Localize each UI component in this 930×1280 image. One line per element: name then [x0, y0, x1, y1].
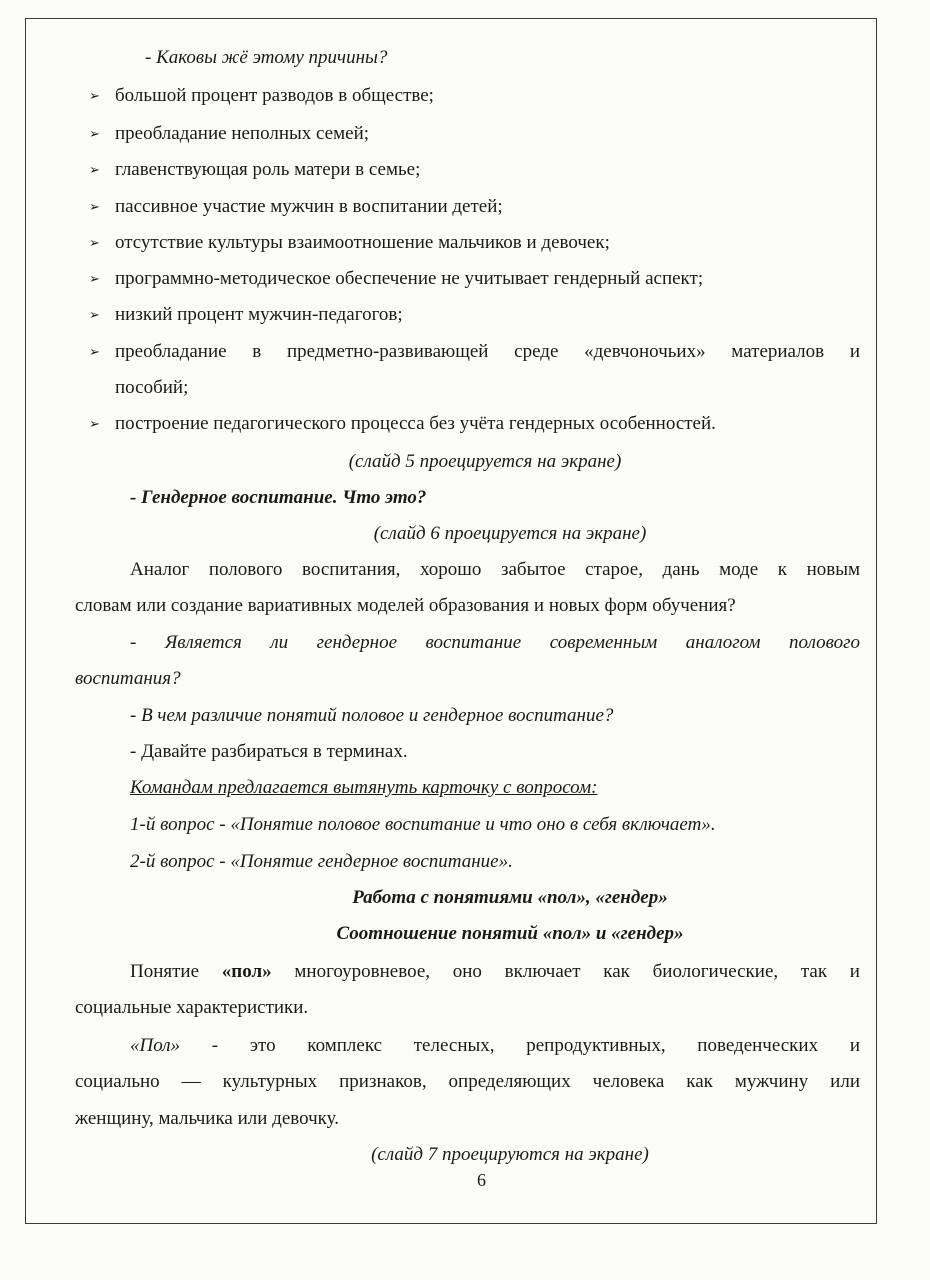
arrow-bullet-icon: ➢	[89, 200, 100, 215]
term-pol: «пол»	[221, 961, 272, 982]
slide-6-note: (слайд 6 проецируется на экране)	[373, 523, 647, 544]
term-pol-italic: «Пол»	[130, 1035, 181, 1056]
paragraph-line: словам или создание вариативных моделей образования и новых форм обучения?	[75, 595, 736, 616]
paragraph-line: социальные характеристики.	[75, 997, 309, 1018]
question-2: 2-й вопрос - «Понятие гендерное воспитание».	[130, 851, 513, 872]
arrow-bullet-icon: ➢	[89, 308, 100, 323]
definition-line: «Пол» - это комплекс телесных, репродуктивных, поведенческих и	[130, 1035, 860, 1056]
definition-line: социально — культурных признаков, определяющих человека как мужчину или	[75, 1071, 860, 1092]
arrow-bullet-icon: ➢	[89, 236, 100, 251]
arrow-bullet-icon: ➢	[89, 272, 100, 287]
work-heading: Работа с понятиями «пол», «гендер»	[352, 887, 668, 908]
question-line: - Является ли гендерное воспитание современным аналогом полового	[130, 632, 860, 653]
ratio-heading: Соотношение понятий «пол» и «гендер»	[336, 923, 684, 944]
task-instruction: Командам предлагается вытянуть карточку с вопросом:	[130, 777, 598, 798]
intro-question: - Каковы жё этому причины?	[145, 47, 388, 68]
paragraph-line: Аналог полового воспитания, хорошо забытое старое, дань моде к новым	[130, 559, 860, 580]
arrow-bullet-icon: ➢	[89, 163, 100, 178]
question-line: воспитания?	[75, 668, 181, 689]
page-number: 6	[477, 1170, 486, 1190]
paragraph-line: - Давайте разбираться в терминах.	[130, 741, 408, 762]
arrow-bullet-icon: ➢	[89, 345, 100, 360]
definition-line: женщину, мальчика или девочку.	[75, 1108, 339, 1129]
slide-7-note: (слайд 7 проецируются на экране)	[371, 1144, 649, 1165]
paragraph-line: Понятие «пол» многоуровневое, оно включает как биологические, так и	[130, 961, 860, 982]
section-heading: - Гендерное воспитание. Что это?	[130, 487, 427, 508]
slide-5-note: (слайд 5 проецируется на экране)	[348, 451, 622, 472]
question-1: 1-й вопрос - «Понятие половое воспитание и что оно в себя включает».	[130, 814, 716, 835]
question-line: - В чем различие понятий половое и гендерное воспитание?	[130, 705, 614, 726]
arrow-bullet-icon: ➢	[89, 417, 100, 432]
arrow-bullet-icon: ➢	[89, 89, 100, 104]
arrow-bullet-icon: ➢	[89, 127, 100, 142]
